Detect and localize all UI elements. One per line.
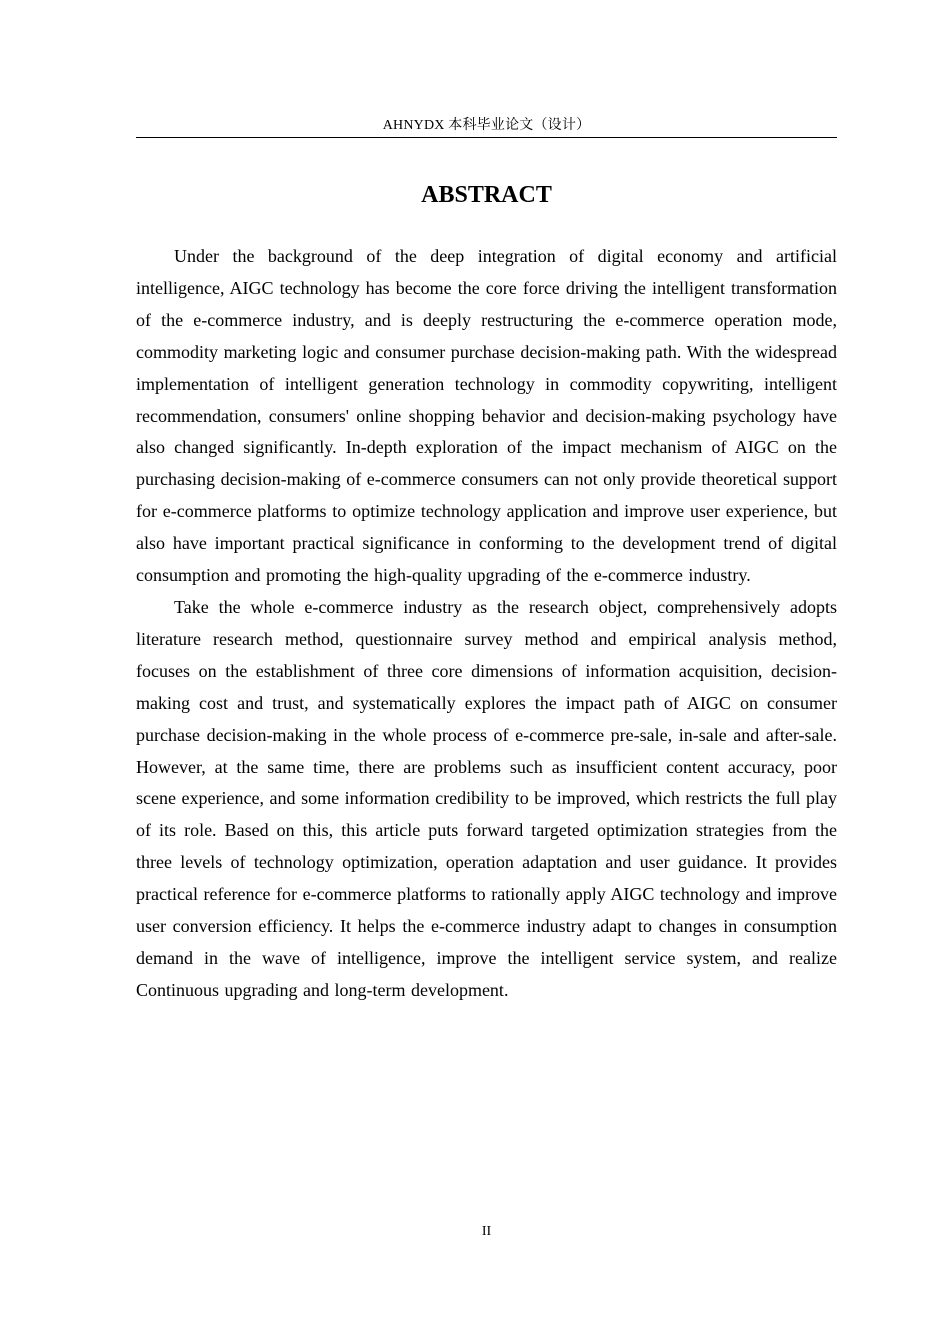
abstract-paragraph-1: Under the background of the deep integration of digital economy and artificial intelligence, AIGC technology has become the core force driving the intelligent transformation of the e-commerce industry, and is deeply restructuring the e-commerce operation mode, commodity marketing logic and consumer purchase decision-making path. With the widespread implementation of intelligent generation technology in commodity copywriting, intelligent recommendation, consumers' online shopping behavior and decision-making psychology have also changed significantly. In-depth exploration of the impact mechanism of AIGC on the purchasing decision-making of e-commerce consumers can not only provide theoretical support for e-commerce platforms to optimize technology application and improve user experience, but also have important practical significance in conforming to the development trend of digital consumption and promoting the high-quality upgrading of the e-commerce industry.: [136, 246, 837, 586]
abstract-title: ABSTRACT: [421, 182, 552, 208]
page-number: II: [481, 1224, 492, 1239]
abstract-paragraph-2: Take the whole e-commerce industry as the research object, comprehensively adopts literature research method, questionnaire survey method and empirical analysis method, focuses on the establishment of three core dimensions of information acquisition, decision-making cost and trust, and systematically explores the impact path of AIGC on consumer purchase decision-making in the whole process of e-commerce pre-sale, in-sale and after-sale. However, at the same time, there are problems such as insufficient content accuracy, poor scene experience, and some information credibility to be improved, which restricts the full play of its role. Based on this, this article puts forward targeted optimization strategies from the three levels of technology optimization, operation adaptation and user guidance. It provides practical reference for e-commerce platforms to rationally apply AIGC technology and improve user conversion efficiency. It helps the e-commerce industry adapt to changes in consumption demand in the wave of intelligence, improve the intelligent service system, and realize Continuous upgrading and long-term development.: [136, 596, 837, 1000]
header-rule: [136, 137, 837, 138]
abstract-body: [136, 241, 837, 1007]
running-header: AHNYDX 本科毕业论文（设计）: [382, 118, 591, 133]
